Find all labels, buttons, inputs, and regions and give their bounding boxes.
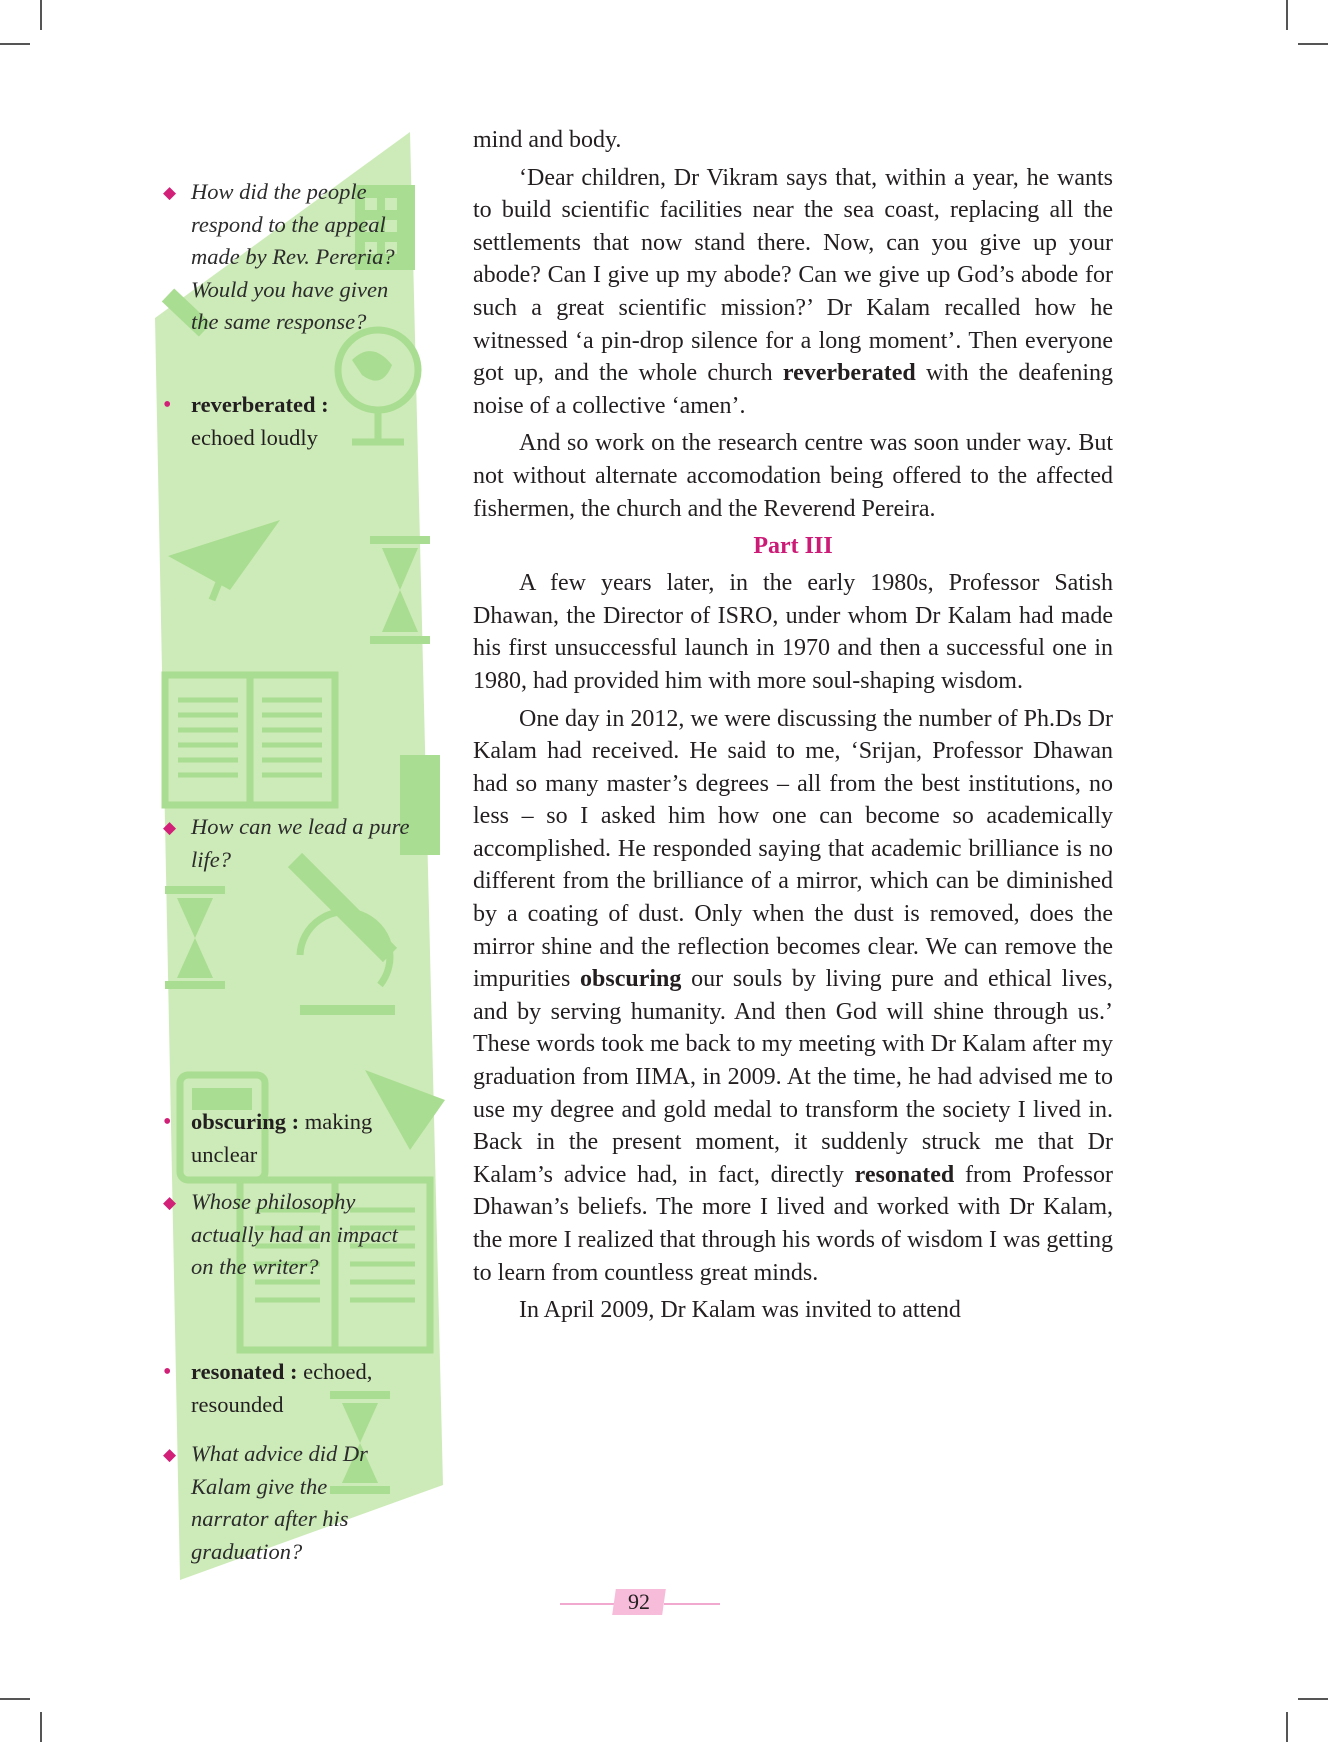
- glossary-definition: echoed loudly: [191, 424, 318, 450]
- page-number: 92: [628, 1589, 650, 1614]
- circle-bullet-icon: •: [163, 392, 172, 418]
- question-text: Whose philosophy actually had an impact on the writer?: [191, 1189, 398, 1279]
- glossary-word: reverberated: [782, 360, 916, 387]
- main-text-column: [473, 124, 1113, 1327]
- question-text: How did the people respond to the appeal made by Rev. Pereria? Would you have given the same response?: [191, 179, 395, 334]
- page-number-footer: [560, 1586, 720, 1618]
- divider: [664, 1603, 720, 1605]
- glossary-word: resonated: [854, 1161, 955, 1188]
- paragraph: mind and body.: [473, 127, 622, 153]
- crop-mark: [0, 1698, 30, 1700]
- glossary-word: obscuring: [580, 966, 682, 993]
- paragraph-text: ‘Dear children, Dr Vikram says that, within a year, he wants to build scientific facilities near the sea coast, replacing all the settlements that now stand there. Now, can you give up your abode? Can I give up my abode? Can we give up God’s abode for such a great scientific mission?’ Dr Kalam recalled how he witnessed ‘a pin-drop silence for a long moment’. Then everyone got up, and the whole church: [473, 164, 1113, 387]
- paragraph-text: from Professor Dhawan’s beliefs. The more I lived and worked with Dr Kalam, the more I realized that through his words of wisdom I was getting to learn from countless great minds.: [473, 1161, 1114, 1286]
- circle-bullet-icon: •: [163, 1109, 172, 1135]
- diamond-bullet-icon: ◆: [163, 818, 177, 837]
- crop-mark: [1298, 1698, 1328, 1700]
- glossary-term: reverberated :: [191, 392, 329, 417]
- crop-mark: [1298, 43, 1328, 45]
- paragraph: [473, 703, 1113, 1290]
- paragraph-text: our souls by living pure and ethical lives, and by serving humanity. And then God will shine through us.’ These words took me back to my meeting with Dr Kalam after my graduation from IIMA, in 2009. At the time, he had advised me to use my degree and gold medal to transform the society I lived in. Back in the present moment, it suddenly struck me that Dr Kalam’s advice had, in fact, directly: [473, 966, 1114, 1188]
- paragraph: In April 2009, Dr Kalam was invited to attend: [519, 1297, 961, 1324]
- glossary-definition: making unclear: [191, 1109, 373, 1167]
- paragraph: And so work on the research centre was soon under way. But not without alternate accomodation being offered to the affected fishermen, the church and the Reverend Pereira.: [473, 430, 1113, 522]
- glossary-term: obscuring :: [191, 1109, 300, 1134]
- question-text: How can we lead a pure life?: [191, 814, 410, 872]
- diamond-bullet-icon: ◆: [163, 183, 177, 202]
- paragraph-text: with the deafening noise of a collective ‘amen’.: [473, 360, 1113, 419]
- crop-mark: [40, 1712, 42, 1742]
- circle-bullet-icon: •: [163, 1359, 172, 1385]
- divider: [560, 1603, 614, 1605]
- diamond-bullet-icon: ◆: [163, 1193, 177, 1212]
- glossary-term: resonated :: [191, 1359, 298, 1384]
- glossary-definition: echoed, resounded: [191, 1359, 373, 1417]
- question-text: What advice did Dr Kalam give the narrator after his graduation?: [191, 1441, 368, 1564]
- diamond-bullet-icon: ◆: [163, 1445, 177, 1464]
- crop-mark: [1286, 0, 1288, 30]
- section-heading: Part III: [753, 533, 833, 560]
- crop-mark: [1286, 1712, 1288, 1742]
- paragraph: A few years later, in the early 1980s, Professor Satish Dhawan, the Director of ISRO, under whom Dr Kalam had made his first unsuccessful launch in 1970 and then a successful one in 1980, had provided him with more soul-shaping wisdom.: [473, 570, 1113, 694]
- paragraph-text: One day in 2012, we were discussing the number of Ph.Ds Dr Kalam had received. He said to me, ‘Srijan, Professor Dhawan had so many master’s degrees – all from the best institutions, no less – so I asked him how one can become so academically accomplished. He responded saying that academic brilliance is no different from the brilliance of a mirror, which can be diminished by a coating of dust. Only when the dust is removed, does the mirror shine and the reflection becomes clear. We can remove the impurities: [473, 705, 1113, 993]
- paragraph: [473, 162, 1113, 423]
